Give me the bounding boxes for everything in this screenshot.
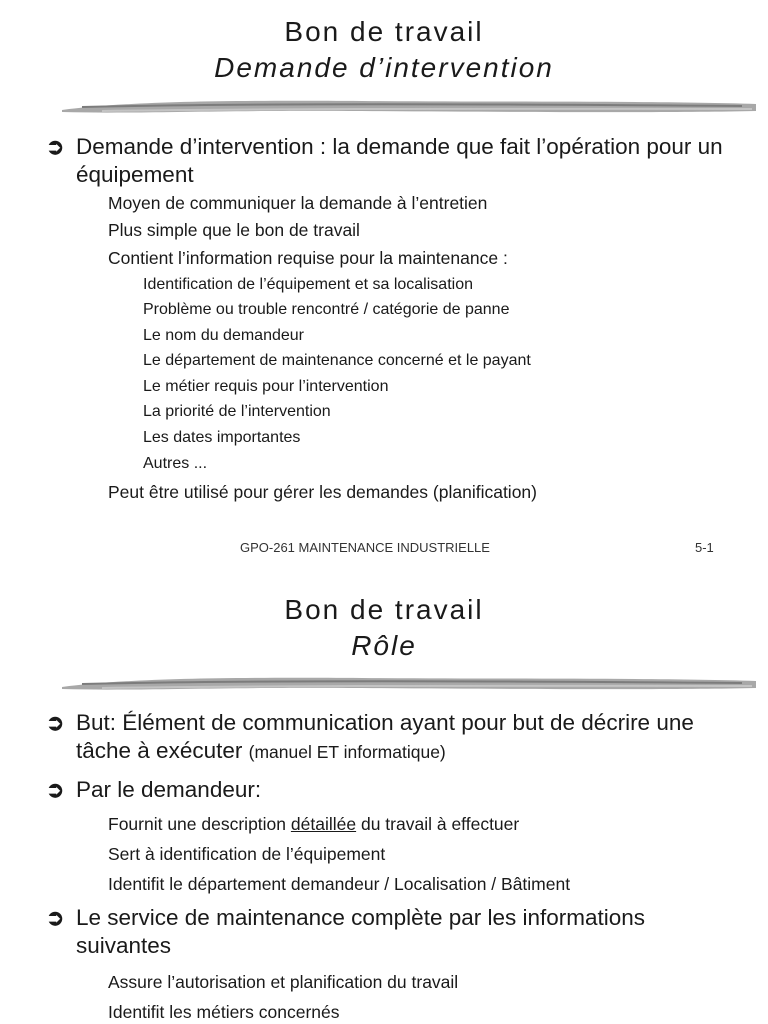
curved-arrow-icon: ➲ (46, 710, 65, 735)
underlined-word: détaillée (290, 814, 357, 834)
curved-arrow-icon: ➲ (46, 777, 65, 802)
sub-sub-item: Autres ... (143, 455, 208, 472)
sub-item-text: du travail à effectuer (360, 814, 520, 834)
sub-item: Identifit les métiers concernés (108, 1002, 340, 1022)
bullet-but (46, 709, 746, 766)
sub-item-text: Fournit une description (108, 814, 287, 834)
footer-course: GPO-261 MAINTENANCE INDUSTRIELLE (240, 540, 490, 555)
brush-divider (62, 94, 756, 120)
slide-role (0, 570, 768, 1024)
sub-sub-item: Le département de maintenance concerné et le payant (143, 352, 531, 369)
sub-sub-item: La priorité de l’intervention (143, 403, 331, 420)
bullet-text: Par le demandeur: (76, 777, 262, 802)
slide-title: Bon de travail (284, 16, 484, 47)
sub-item: Sert à identification de l’équipement (108, 844, 386, 864)
sub-item (108, 813, 519, 835)
slide-subtitle: Demande d’intervention (214, 52, 554, 83)
bullet-main-text: But: Élément de communication ayant pour but de décrire une tâche à exécuter (76, 710, 694, 763)
sub-sub-item: Les dates importantes (143, 429, 301, 446)
sub-sub-item: Problème ou trouble rencontré / catégorie de panne (143, 301, 510, 318)
sub-sub-item: Identification de l’équipement et sa localisation (143, 276, 473, 293)
bullet-text: Le service de maintenance complète par les informations suivantes (76, 905, 646, 958)
bullet-note: (manuel ET informatique) (248, 742, 446, 762)
sub-item: Identifit le département demandeur / Localisation / Bâtiment (108, 874, 571, 894)
slide-title: Bon de travail (284, 594, 484, 625)
sub-item: Contient l’information requise pour la maintenance : (108, 248, 508, 268)
bullet-demandeur (46, 776, 746, 804)
sub-item: Peut être utilisé pour gérer les demandes (planification) (108, 482, 537, 502)
slide-subtitle: Rôle (351, 630, 417, 661)
footer-page-number: 5-1 (695, 540, 714, 555)
sub-item: Moyen de communiquer la demande à l’entretien (108, 193, 488, 213)
sub-item: Assure l’autorisation et planification du travail (108, 972, 459, 992)
curved-arrow-icon: ➲ (46, 905, 65, 930)
bullet-demande (46, 133, 746, 189)
curved-arrow-icon: ➲ (46, 134, 65, 159)
bullet-service-maintenance (46, 904, 746, 960)
bullet-text (76, 709, 746, 766)
bullet-text: Demande d’intervention : la demande que fait l’opération pour un équipement (76, 134, 723, 187)
sub-item: Plus simple que le bon de travail (108, 220, 360, 240)
sub-sub-item: Le nom du demandeur (143, 327, 304, 344)
sub-sub-item: Le métier requis pour l’intervention (143, 378, 389, 395)
brush-divider (62, 671, 756, 697)
